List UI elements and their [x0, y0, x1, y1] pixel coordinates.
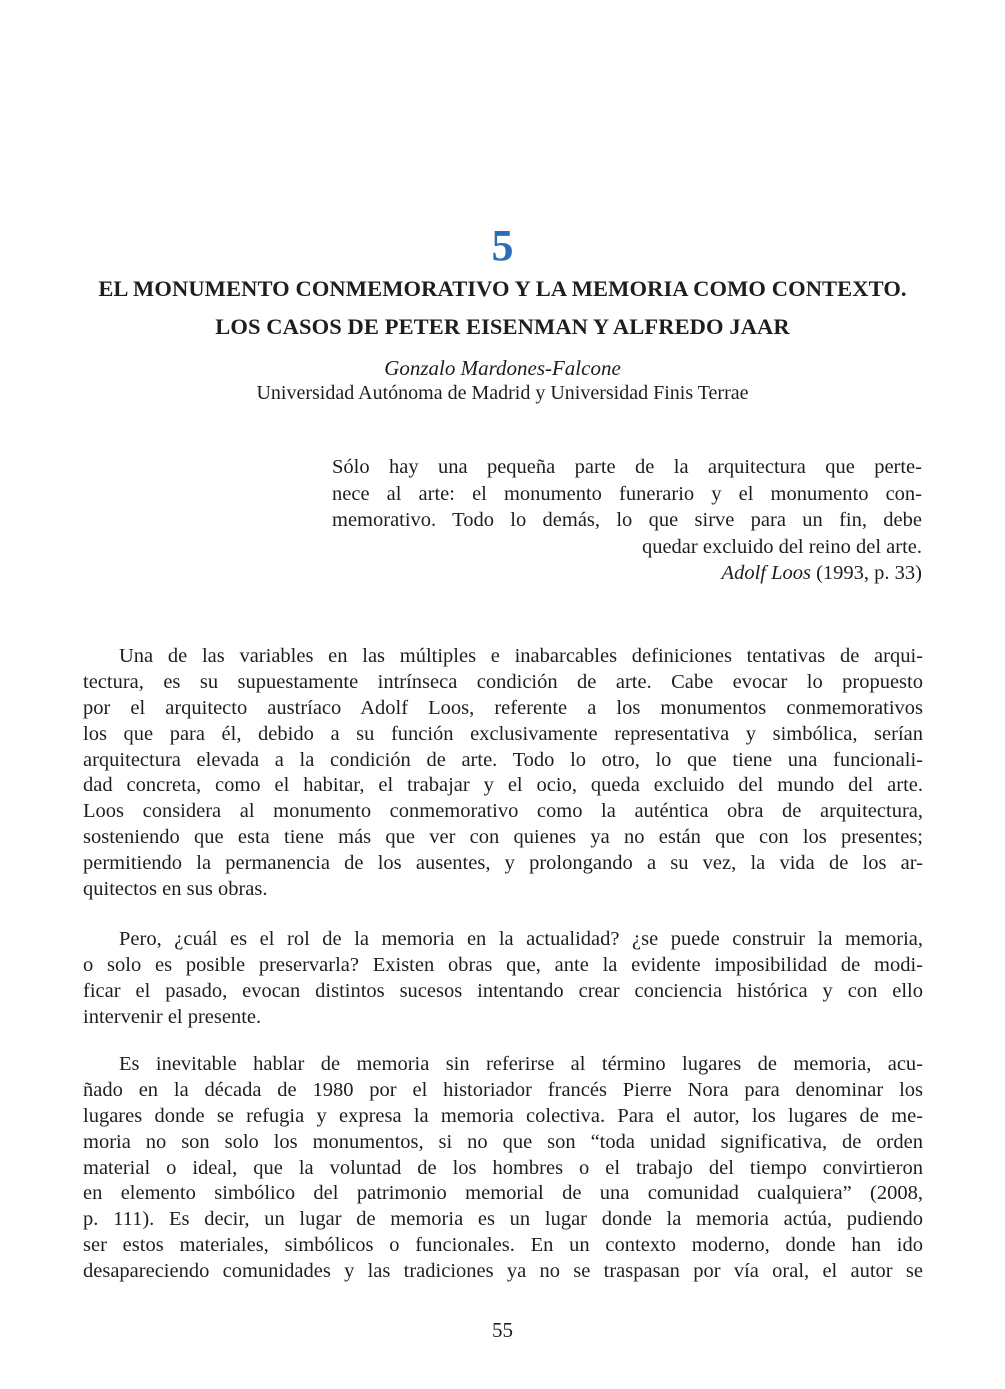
paragraph-line: Una de las variables en las múltiples e inabarcables definiciones tentativas de arqui- [119, 645, 923, 667]
paragraph-line: Es inevitable hablar de memoria sin referirse al término lugares de memoria, acu- [119, 1053, 923, 1075]
paragraph-line: moria no son solo los monumentos, si no que son “toda unidad significativa, de orden [83, 1130, 923, 1153]
epigraph-source-author: Adolf Loos [721, 562, 811, 584]
paragraph-line: dad concreta, como el habitar, el trabajar y el ocio, queda excluido del mundo del arte. [83, 774, 923, 797]
paragraph-line: arquitectura elevada a la condición de arte. Todo lo otro, lo que tiene una funcionali- [83, 748, 923, 771]
epigraph-source [332, 560, 922, 587]
paragraph-line: material o ideal, que la voluntad de los hombres o el trabajo del tiempo convirtieron [83, 1156, 923, 1179]
paragraph-line: los que para él, debido a su función exclusivamente representativa y simbólica, serían [83, 722, 923, 745]
paragraph-line: lugares donde se refugia y expresa la memoria colectiva. Para el autor, los lugares de me- [83, 1104, 923, 1127]
epigraph [332, 454, 922, 587]
paragraph-line: sosteniendo que esta tiene más que ver con quienes ya no están que con los presentes; [83, 826, 923, 849]
author-affiliation: Universidad Autónoma de Madrid y Universidad Finis Terrae [256, 382, 749, 404]
paragraph-line: desapareciendo comunidades y las tradiciones ya no se traspasan por vía oral, el autor se [83, 1260, 923, 1283]
chapter-title-line-2: LOS CASOS DE PETER EISENMAN Y ALFREDO JAAR [215, 314, 790, 339]
body-paragraph-1 [83, 644, 923, 903]
paragraph-line: tectura, es su supuestamente intrínseca condición de arte. Cabe evocar lo propuesto [83, 670, 923, 693]
author-name: Gonzalo Mardones-Falcone [384, 356, 621, 380]
paragraph-line: ser estos materiales, simbólicos o funcionales. En un contexto moderno, donde han ido [83, 1234, 923, 1257]
chapter-number: 5 [491, 221, 514, 270]
paragraph-line: quitectos en sus obras. [83, 878, 268, 901]
epigraph-source-reference: (1993, p. 33) [810, 562, 922, 584]
paragraph-line: por el arquitecto austríaco Adolf Loos, referente a los monumentos conmemorativos [83, 696, 923, 719]
chapter-title-line-1: EL MONUMENTO CONMEMORATIVO Y LA MEMORIA COMO CONTEXTO. [98, 276, 907, 301]
body-paragraph-2 [83, 927, 923, 1031]
paragraph-line: permitiendo la permanencia de los ausentes, y prolongando a su vez, la vida de los ar- [83, 852, 923, 875]
paragraph-line: Pero, ¿cuál es el rol de la memoria en la actualidad? ¿se puede construir la memoria, [119, 928, 923, 950]
paragraph-line: o solo es posible preservarla? Existen obras que, ante la evidente imposibilidad de modi- [83, 953, 923, 976]
paragraph-line: ñado en la década de 1980 por el historiador francés Pierre Nora para denominar los [83, 1078, 923, 1101]
epigraph-line: memorativo. Todo lo demás, lo que sirve para un fin, debe [332, 509, 922, 531]
epigraph-line: quedar excluido del reino del arte. [641, 535, 922, 558]
paragraph-line: intervenir el presente. [83, 1005, 262, 1028]
page-number: 55 [492, 1318, 513, 1342]
epigraph-line: Sólo hay una pequeña parte de la arquitectura que perte- [332, 456, 922, 478]
paragraph-line: p. 111). Es decir, un lugar de memoria es un lugar donde la memoria actúa, pudiendo [83, 1208, 923, 1231]
epigraph-line: nece al arte: el monumento funerario y el monumento con- [332, 482, 922, 505]
paragraph-line: ficar el pasado, evocan distintos sucesos intentando crear conciencia histórica y con ello [83, 979, 923, 1002]
paragraph-line: Loos considera al monumento conmemorativo como la auténtica obra de arquitectura, [83, 800, 923, 823]
paragraph-line: en elemento simbólico del patrimonio memorial de una comunidad cualquiera” (2008, [83, 1182, 923, 1205]
body-paragraph-3 [83, 1052, 923, 1285]
